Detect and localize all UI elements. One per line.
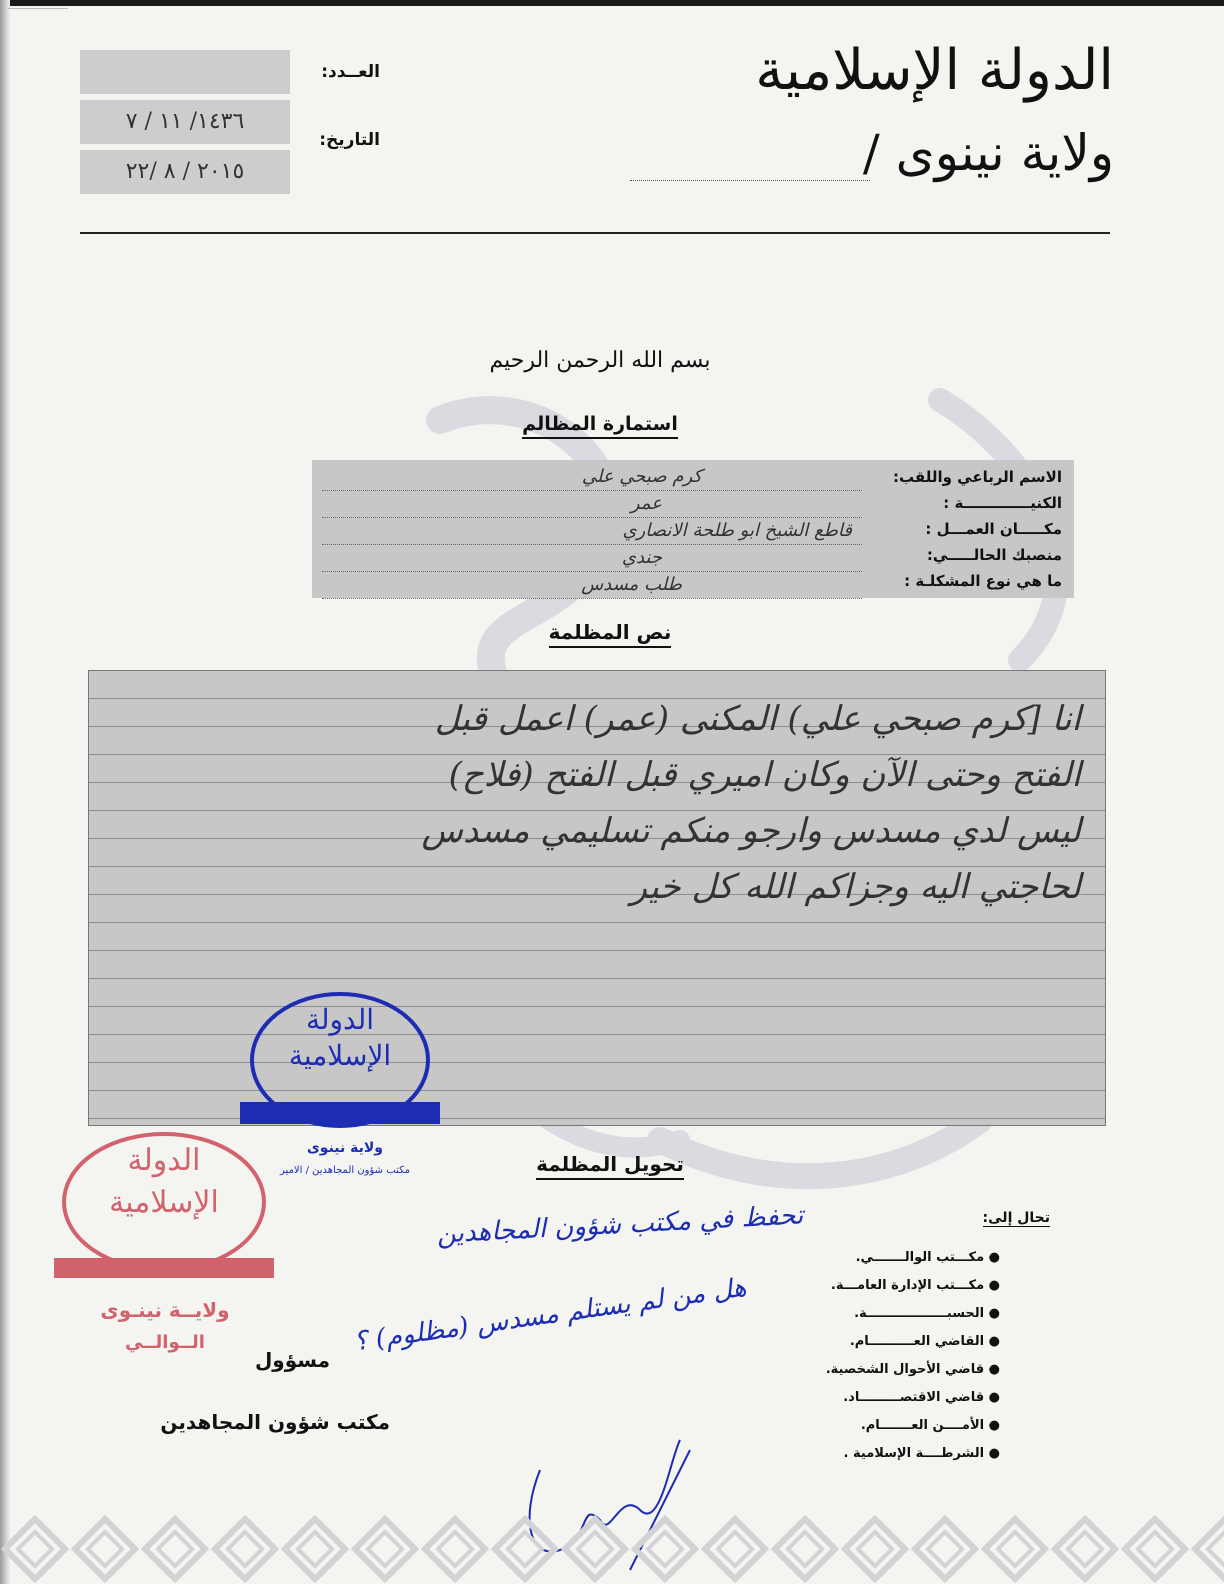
responsible-label: مسؤول (254, 1348, 330, 1372)
fields-box (312, 460, 1074, 598)
complaint-title (400, 620, 820, 644)
field-value-workplace: قاطع الشيخ ابو طلحة الانصاري (322, 518, 862, 545)
blue-seal-line2: الإسلامية (288, 1039, 392, 1072)
field-label-name: الاسم الرباعي واللقب: (893, 468, 1062, 486)
transfer-item-label: الحسبــــــــــــــــــة. (854, 1306, 985, 1321)
field-label-position: منصبك الحالـــــي: (926, 546, 1062, 564)
handwritten-note-1: تحفظ في مكتب شؤون المجاهدين (436, 1200, 804, 1250)
date-label: التاريخ: (319, 130, 380, 150)
transfer-to-label-text: تحال إلى: (982, 1210, 1050, 1226)
complaint-line-3: ليس لدي مسدس وارجو منكم تسليمي مسدس (421, 811, 1081, 851)
transfer-item-personal-status[interactable] (800, 1356, 1000, 1384)
transfer-item-label: القاضي العــــــــــام. (849, 1334, 985, 1349)
bullet-icon: ● (984, 1446, 1000, 1461)
blue-seal-under2: مكتب شؤون المجاهدين / الامير (280, 1165, 410, 1176)
red-seal-text (54, 1140, 274, 1224)
form-title (390, 413, 810, 435)
bullet-icon: ● (984, 1334, 1000, 1349)
field-value-name: كرم صبحي علي (322, 464, 862, 491)
transfer-item-label: قاضي الاقتصـــــــــاد. (843, 1390, 985, 1405)
red-seal-under1: ولايــة نينـوى (100, 1298, 230, 1322)
transfer-item-governor[interactable] (800, 1244, 1000, 1272)
field-label-problem: ما هي نوع المشكلـة : (904, 572, 1062, 590)
blue-seal-text (240, 1002, 440, 1074)
state-title: الدولة الإسلامية (755, 38, 1114, 103)
basmala: بسم الله الرحمن الرحيم (489, 348, 711, 373)
office-label: مكتب شؤون المجاهدين (160, 1410, 390, 1434)
transfer-item-label: مكـــتب الإدارة العامـــة. (830, 1278, 985, 1293)
transfer-to-label (960, 1210, 1050, 1226)
blue-seal (240, 990, 440, 1130)
form-title-text: استمارة المظالم (522, 413, 678, 439)
transfer-item-label: الشرطــــة الإسلامية . (843, 1446, 985, 1461)
transfer-item-economy[interactable] (800, 1384, 1000, 1412)
transfer-item-police[interactable] (800, 1440, 1000, 1468)
field-label-workplace: مكـــــان العمـــل : (925, 520, 1062, 538)
field-labels (852, 464, 1062, 594)
handwritten-note-2: هل من لم يستلم مسدس (مظلوم) ؟ (351, 1272, 749, 1358)
bullet-icon: ● (984, 1390, 1000, 1405)
page-fold-mark (8, 8, 68, 69)
scan-top-edge (0, 0, 1224, 6)
red-seal-under2: الــوالــي (125, 1332, 205, 1353)
red-seal-line1: الدولة (127, 1143, 201, 1178)
transfer-item-judge[interactable] (800, 1328, 1000, 1356)
hijri-date: ١٤٣٦/ ١١ / ٧ (125, 109, 245, 134)
bullet-icon: ● (984, 1250, 1000, 1265)
bullet-icon: ● (984, 1306, 1000, 1321)
hijri-date-box (80, 100, 290, 144)
red-seal-line2: الإسلامية (109, 1185, 219, 1220)
field-value-kunya: عمر (322, 491, 862, 518)
header-divider (80, 232, 1110, 234)
number-box (80, 50, 290, 94)
blue-seal-under1: ولاية نينوى (306, 1140, 384, 1156)
transfer-item-admin[interactable] (800, 1272, 1000, 1300)
bullet-icon: ● (984, 1278, 1000, 1293)
field-values (322, 464, 862, 599)
complaint-line-2: الفتح وحتى الآن وكان اميري قبل الفتح (فلاح) (448, 755, 1081, 795)
province-title: ولاية نينوى / (862, 124, 1114, 182)
transfer-item-hisba[interactable] (800, 1300, 1000, 1328)
province-dotted-line (630, 180, 870, 181)
complaint-line-1: انا [كرم صبحي علي) المكنى (عمر) اعمل قبل (434, 699, 1081, 739)
transfer-list (800, 1244, 1000, 1468)
footer-pattern-icon (0, 1514, 1224, 1584)
red-seal (54, 1130, 274, 1280)
complaint-line-4: لحاجتي اليه وجزاكم الله كل خير (630, 867, 1081, 907)
transfer-item-label: مكـــتب الوالـــــــي. (855, 1250, 985, 1265)
complaint-title-text: نص المظلمة (549, 620, 672, 648)
field-label-kunya: الكنيـــــــــــــة : (943, 494, 1062, 512)
complaint-text (121, 691, 1081, 915)
bullet-icon: ● (984, 1418, 1000, 1433)
field-value-position: جندي (322, 545, 862, 572)
blue-seal-line1: الدولة (305, 1003, 375, 1036)
bullet-icon: ● (984, 1362, 1000, 1377)
scan-left-edge (0, 0, 10, 1584)
transfer-item-label: قاضي الأحوال الشخصية. (825, 1362, 985, 1377)
gregorian-date: ٢٠١٥ / ٨ /٢٢ (125, 159, 245, 184)
field-value-problem: طلب مسدس (322, 572, 862, 599)
transfer-item-label: الأمــــن العـــــــام. (860, 1418, 985, 1433)
transfer-title-text: تحويل المظلمة (536, 1152, 684, 1180)
number-label: العــدد: (321, 62, 380, 82)
gregorian-date-box (80, 150, 290, 194)
transfer-title (420, 1152, 800, 1176)
transfer-item-security[interactable] (800, 1412, 1000, 1440)
